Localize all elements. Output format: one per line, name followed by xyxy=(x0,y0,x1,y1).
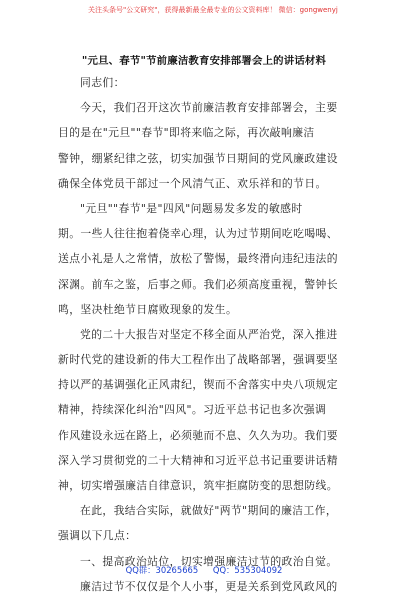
body-line: 新时代党的建设新的伟大工程作出了战略部署，强调要坚 xyxy=(58,353,338,367)
body-line: 深渊。前车之鉴，后事之师。我们必须高度重视，警钟长 xyxy=(58,277,338,291)
body-line: 鸣，坚决杜绝节日腐败现象的发生。 xyxy=(58,302,238,316)
promo-banner: 关注头条号"公文研究"，获得最新最全最专业的公文资料库！ 微信：gongwenyj xyxy=(88,6,338,14)
body-line: 送点小礼是人之常情，放松了警惕，最终滑向违纪违法的 xyxy=(58,252,338,266)
body-line: 作风建设永远在路上，必须驰而不息、久久为功。我们要 xyxy=(58,428,338,442)
body-line: 期。一些人往往抱着侥幸心理，认为过节期间吃吃喝喝、 xyxy=(58,227,338,241)
section-heading: 一、提高政治站位，切实增强廉洁过节的政治自觉。 xyxy=(80,554,338,568)
body-line: 确保全体党员干部过一个风清气正、欢乐祥和的节日。 xyxy=(58,176,327,190)
document-body xyxy=(58,70,358,599)
body-line: 精神，持续深化纠治"四风"。习近平总书记也多次强调 xyxy=(58,403,327,417)
contact-footer xyxy=(0,564,408,576)
body-line: 在此，我结合实际，就做好"两节"期间的廉洁工作， xyxy=(80,504,338,518)
qq-group-link[interactable]: QQ群：30265665 xyxy=(125,565,199,575)
body-line: 警钟，绷紧纪律之弦，切实加强节日期间的党风廉政建设 xyxy=(58,151,338,165)
body-line: 持以严的基调强化正风肃纪，锲而不舍落实中央八项规定 xyxy=(58,378,338,392)
body-line: 今天，我们召开这次节前廉洁教育安排部署会，主要 xyxy=(80,101,338,115)
body-line: 深入学习贯彻党的二十大精神和习近平总书记重要讲话精 xyxy=(58,453,338,467)
body-line: 党的二十大报告对坚定不移全面从严治党，深入推进 xyxy=(80,327,338,341)
document-title: "元旦、春节"节前廉洁教育安排部署会上的讲话材料 xyxy=(81,55,327,67)
body-line: 目的是在"元旦""春节"即将来临之际，再次敲响廉洁 xyxy=(58,126,315,140)
body-line: 强调以下几点： xyxy=(58,529,137,543)
body-line: "元旦""春节"是"四风"问题易发多发的敏感时 xyxy=(80,201,303,215)
qq-contact-link[interactable]: QQ：535304092 xyxy=(212,565,283,575)
body-line: 廉洁过节不仅仅是个人小事，更是关系到党风政风的 xyxy=(80,579,338,593)
greeting-line: 同志们： xyxy=(80,76,125,89)
body-line: 神，切实增强廉洁自律意识，筑牢拒腐防变的思想防线。 xyxy=(58,479,338,492)
